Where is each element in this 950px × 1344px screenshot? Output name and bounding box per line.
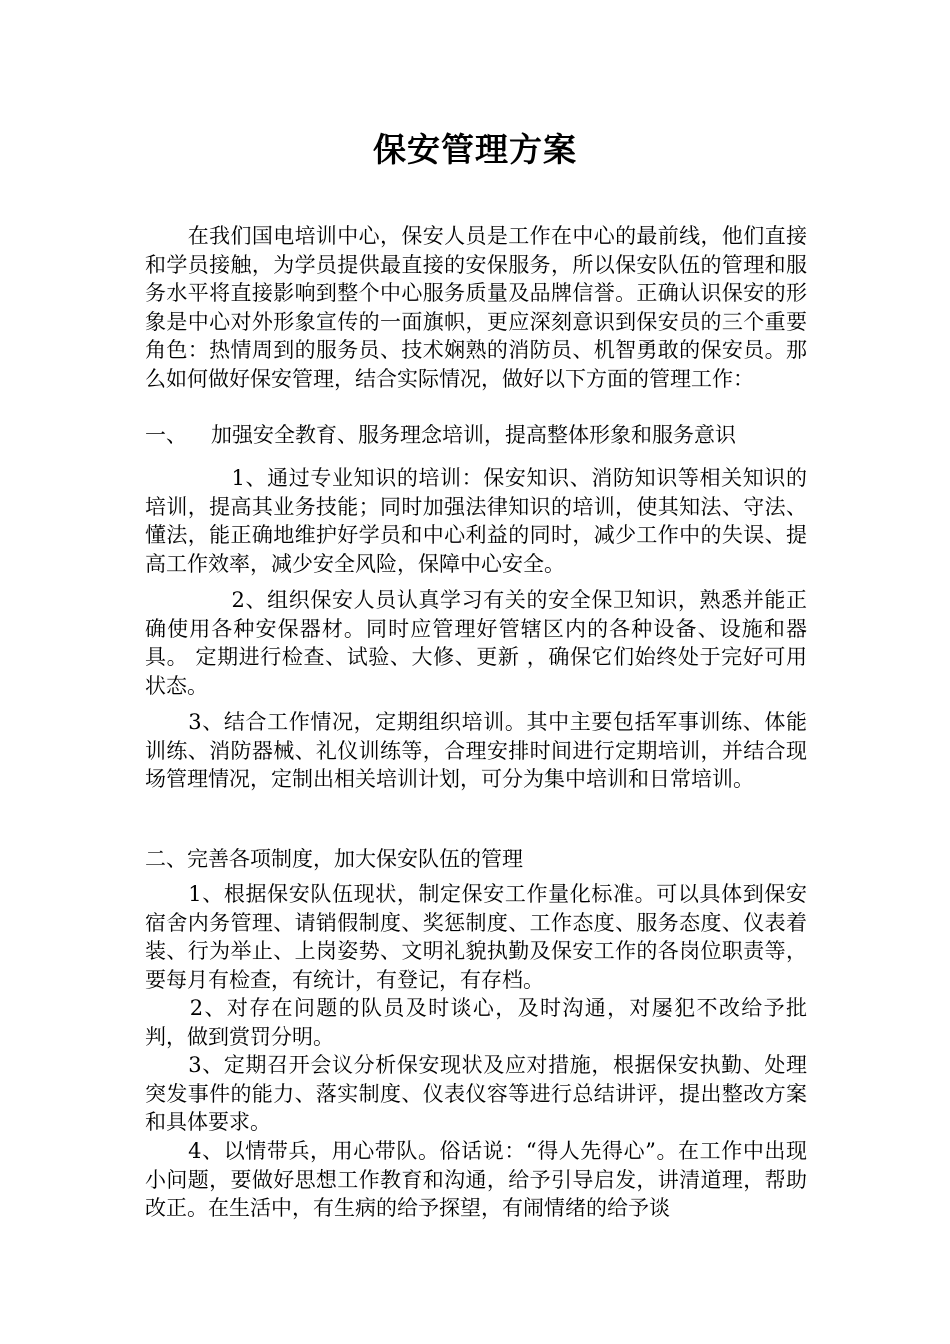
section-1-number: 一、 <box>145 423 187 447</box>
section-1-heading <box>145 421 736 450</box>
section-2-item-1: 1、根据保安队伍现状，制定保安工作量化标准。可以具体到保安宿舍内务管理、请销假制度、奖惩制度、工作态度、服务态度、仪表着装、行为举止、上岗姿势、文明礼貌执勤及保安工作的各岗位职责等，要每月有检查，有统计，有登记，有存档。 <box>145 882 807 992</box>
section-1-item-2: 2、组织保安人员认真学习有关的安全保卫知识，熟悉并能正确使用各种安保器材。同时应管理好管辖区内的各种设备、设施和器具。 定期进行检查、试验、大修、更新 ，确保它们始终处于完好可用状态。 <box>145 588 807 698</box>
page-title: 保安管理方案 <box>373 130 577 169</box>
section-2-heading: 二、完善各项制度，加大保安队伍的管理 <box>145 847 523 871</box>
section-1-title: 加强安全教育、服务理念培训，提高整体形象和服务意识 <box>211 423 736 447</box>
section-2-item-3: 3、定期召开会议分析保安现状及应对措施，根据保安执勤、处理突发事件的能力、落实制度、仪表仪容等进行总结讲评，提出整改方案和具体要求。 <box>145 1053 807 1134</box>
section-2-item-2: 2、对存在问题的队员及时谈心，及时沟通，对屡犯不改给予批判，做到赏罚分明。 <box>145 996 807 1049</box>
section-1-item-1: 1、通过专业知识的培训：保安知识、消防知识等相关知识的培训，提高其业务技能；同时加强法律知识的培训，使其知法、守法、懂法，能正确地维护好学员和中心利益的同时，减少工作中的失误、提高工作效率，减少安全风险，保障中心安全。 <box>145 466 807 576</box>
section-1-item-3: 3、结合工作情况，定期组织培训。其中主要包括军事训练、体能训练、消防器械、礼仪训练等，合理安排时间进行定期培训，并结合现场管理情况，定制出相关培训计划，可分为集中培训和日常培训。 <box>145 710 807 791</box>
intro-paragraph: 在我们国电培训中心，保安人员是工作在中心的最前线，他们直接和学员接触，为学员提供最直接的安保服务，所以保安队伍的管理和服务水平将直接影响到整个中心服务质量及品牌信誉。正确认识保安的形象是中心对外形象宣传的一面旗帜，更应深刻意识到保安员的三个重要角色：热情周到的服务员、技术娴熟的消防员、机智勇敢的保安员。那么如何做好保安管理，结合实际情况，做好以下方面的管理工作： <box>145 224 807 391</box>
section-2-item-4: 4、以情带兵，用心带队。俗话说：“得人先得心”。在工作中出现小问题，要做好思想工作教育和沟通，给予引导启发，讲清道理，帮助改正。在生活中，有生病的给予探望，有闹情绪的给予谈 <box>145 1139 807 1220</box>
